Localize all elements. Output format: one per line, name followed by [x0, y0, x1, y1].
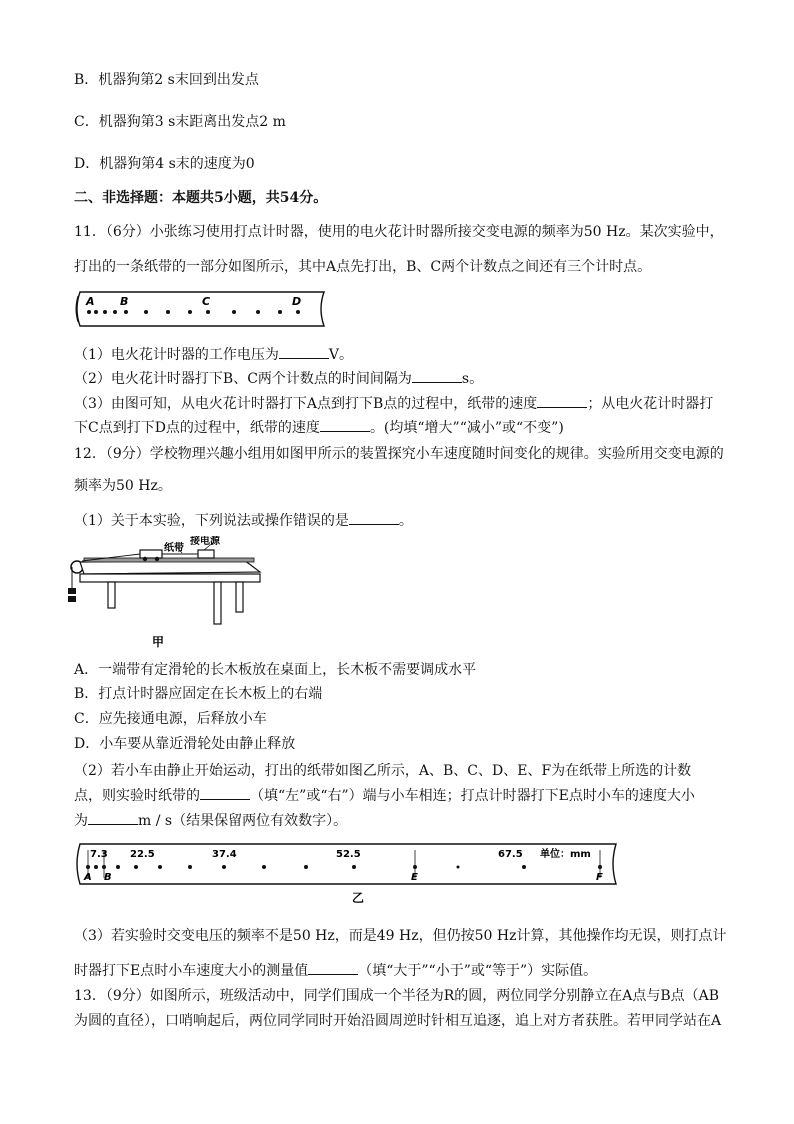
tape-label-b: B: [120, 295, 129, 308]
tape-label-d: D: [292, 295, 302, 308]
answer-blank[interactable]: [537, 393, 587, 408]
fig-caption-jia: 甲: [152, 635, 165, 649]
option-c: C．机器狗第3 s末距离出发点2 m: [74, 114, 286, 130]
unit-label: 单位：mm: [540, 849, 591, 860]
answer-blank[interactable]: [412, 368, 462, 383]
q13-line2: 为圆的直径），口哨响起后，两位同学同时开始沿圆周逆时针相互追逐，追上对方者获胜。若甲同学站在A: [74, 1013, 722, 1029]
q11-sub3-line2: 下C点到打下D点的过程中，纸带的速度 。(均填“增大”“减小”或“不变”): [74, 417, 564, 438]
q12-sub2-line3: 为 m / s（结果保留两位有效数字）。: [74, 810, 347, 831]
answer-blank[interactable]: [279, 344, 329, 359]
q11-sub2: （2）电火花计时器打下B、C两个计数点的时间间隔为 s。: [74, 368, 483, 389]
q11-stem-line2: 打出的一条纸带的一部分如图所示，其中A点先打出，B、C两个计数点之间还有三个计时点。: [74, 259, 652, 275]
option-b: B．机器狗第2 s末回到出发点: [74, 72, 259, 88]
q12-option-c: C．应先接通电源，后释放小车: [74, 711, 267, 727]
q12-option-b: B．打点计时器应固定在长木板上的右端: [74, 686, 323, 702]
q12-sub1: （1）关于本实验，下列说法或操作错误的是 。: [74, 510, 413, 531]
dist-1: 7.3: [90, 849, 108, 860]
answer-blank[interactable]: [349, 510, 399, 525]
option-d: D．机器狗第4 s末的速度为0: [74, 156, 255, 172]
section-heading: 二、非选择题：本题共5小题，共54分。: [74, 190, 328, 206]
tape-label-a: A: [86, 295, 95, 308]
dist-2: 22.5: [130, 849, 155, 860]
point-a: A: [84, 872, 92, 883]
q11-sub3-line1: （3）由图可知，从电火花计时器打下A点到打下B点的过程中，纸带的速度 ；从电火花计时器打: [74, 393, 713, 414]
fig-label-tape: 纸带: [164, 543, 184, 554]
answer-blank[interactable]: [320, 417, 370, 432]
answer-blank[interactable]: [200, 785, 250, 800]
q12-paper-tape-yi: [74, 838, 622, 906]
fig-caption-yi: 乙: [352, 891, 365, 905]
point-f: F: [596, 872, 603, 883]
answer-blank[interactable]: [88, 810, 138, 825]
q12-sub2-line2: 点，则实验时纸带的 （填“左”或“右”）端与小车相连；打点计时器打下E点时小车的速度大小: [74, 785, 695, 806]
tape-label-c: C: [202, 295, 211, 308]
fig-label-power: 接电源: [190, 536, 220, 547]
answer-blank[interactable]: [308, 960, 358, 975]
q11-stem-line1: 11．（6分）小张练习使用打点计时器，使用的电火花计时器所接交变电源的频率为50 Hz。某次实验中，: [74, 224, 724, 240]
q12-stem-line1: 12．（9分）学校物理兴趣小组用如图甲所示的装置探究小车速度随时间变化的规律。实验所用交变电源的: [74, 446, 724, 462]
q11-paper-tape-figure: [74, 288, 330, 330]
point-b: B: [104, 872, 112, 883]
dist-3: 37.4: [212, 849, 237, 860]
q12-stem-line2: 频率为50 Hz。: [74, 478, 172, 494]
q12-apparatus-figure: [64, 536, 264, 654]
q11-sub1: （1）电火花计时器的工作电压为 V。: [74, 344, 353, 365]
dist-4: 52.5: [336, 849, 361, 860]
q12-option-a: A．一端带有定滑轮的长木板放在桌面上，长木板不需要调成水平: [74, 662, 477, 678]
q12-sub3-line1: （3）若实验时交变电压的频率不是50 Hz，而是49 Hz，但仍按50 Hz计算，其他操作均无误，则打点计: [74, 928, 727, 944]
q12-sub3-line2: 时器打下E点时小车速度大小的测量值 （填“大于”“小于”或“等于”）实际值。: [74, 960, 597, 981]
point-e: E: [411, 872, 418, 883]
q13-line1: 13．（9分）如图所示，班级活动中，同学们围成一个半径为R的圆，两位同学分别静立在A点与B点（AB: [74, 988, 720, 1004]
q12-sub2-line1: （2）若小车由静止开始运动，打出的纸带如图乙所示，A、B、C、D、E、F为在纸带上所选的计数: [74, 763, 692, 779]
q12-option-d: D．小车要从靠近滑轮处由静止释放: [74, 736, 296, 752]
dist-5: 67.5: [498, 849, 523, 860]
